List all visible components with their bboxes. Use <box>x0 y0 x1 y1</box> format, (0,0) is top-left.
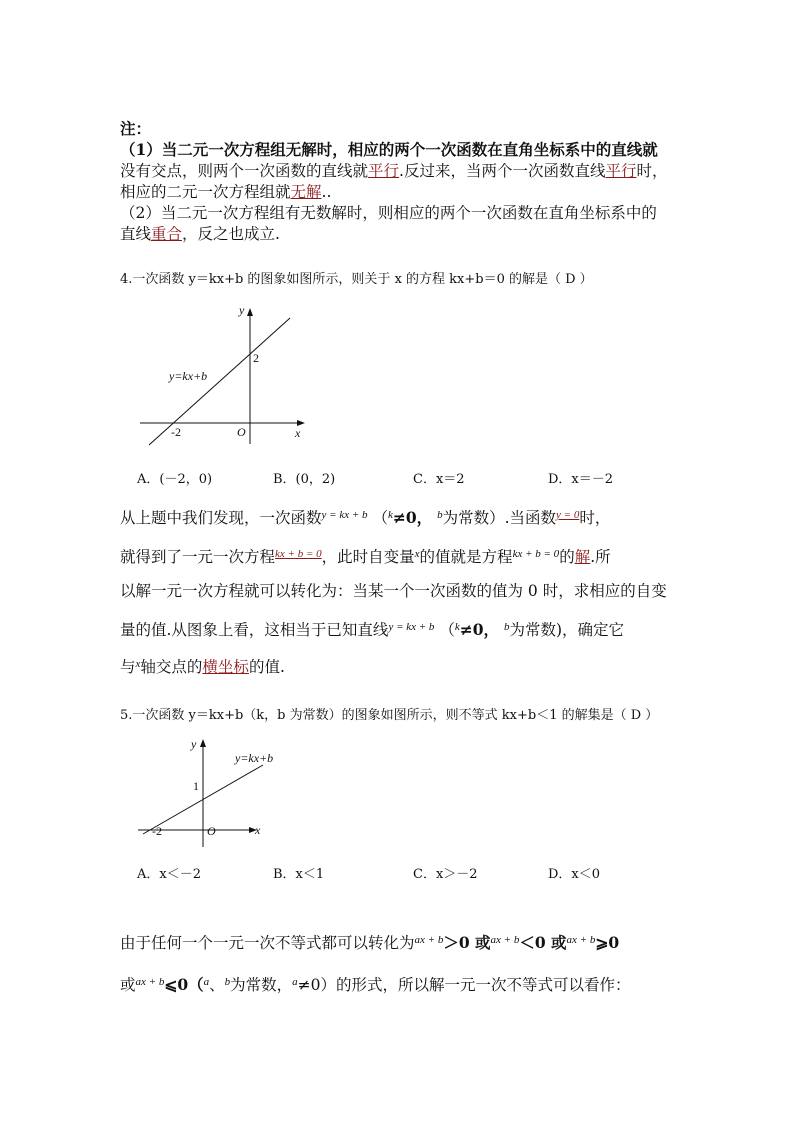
text: （ <box>439 621 455 639</box>
explain1-line1 <box>120 505 610 528</box>
q5-option-c: C．x＞－2 <box>413 867 478 882</box>
answer-equation: kx + b = 0 <box>275 548 322 560</box>
answer-coincide: 重合 <box>151 225 183 243</box>
text: ＜0 或 <box>519 933 567 952</box>
note-text: （2）当二元一次方程组有无数解时，则相应的两个一次函数在直角坐标系中的 <box>120 204 657 222</box>
answer-solution: 解 <box>574 548 591 566</box>
q4-y-arrow <box>247 308 253 316</box>
note-p1-line3 <box>120 182 331 202</box>
q5-stem: 5.一次函数 y＝kx+b（k，b 为常数）的图象如图所示，则不等式 kx+b＜1 的解集是（ D ） <box>120 708 659 723</box>
text: ≠0， <box>392 508 433 527</box>
var-b: b <box>504 621 510 633</box>
explain1-line3: 以解一元一次方程就可以转化为：当某一个一次函数的值为 0 时，求相应的自变 <box>120 582 667 600</box>
formula: kx + b = 0 <box>512 548 560 560</box>
text: 从上题中我们发现，一次函数 <box>120 509 322 527</box>
text: ，此时自变量 <box>321 548 415 566</box>
text: 的值. <box>248 658 285 676</box>
text: 或 <box>120 976 136 994</box>
text: ⩾0 <box>595 933 620 952</box>
text: 轴交点的 <box>140 658 203 676</box>
text: （ <box>372 509 388 527</box>
text: 为常数）.当函数 <box>442 509 557 527</box>
q4-option-c: C．x＝2 <box>413 472 465 487</box>
text: 时， <box>579 509 611 527</box>
text: 就得到了一元一次方程 <box>120 548 276 566</box>
q4-x-intercept-label: -2 <box>171 425 181 439</box>
answer-parallel-2: 平行 <box>605 162 637 180</box>
answer-parallel-1: 平行 <box>368 162 400 180</box>
q4-option-b: B．(0，2) <box>273 472 336 487</box>
text: .所 <box>590 548 611 566</box>
q4-stem: 4.一次函数 y＝kx+b 的图象如图所示，则关于 x 的方程 kx+b＝0 的解是（ D ） <box>120 272 593 287</box>
note-p1-line1 <box>120 140 658 160</box>
q4-option-a: A．(－2，0) <box>137 472 213 487</box>
text: 为常数)，确定它 <box>509 621 625 639</box>
var-b: b <box>224 976 231 988</box>
q5-graph <box>135 735 275 850</box>
text: 的值就是方程 <box>419 548 513 566</box>
text: ＞0 或 <box>443 933 491 952</box>
text: 为常数， <box>230 976 293 994</box>
q5-x-intercept-label: -2 <box>152 824 162 838</box>
note-p1-text-a: （1）当二元一次方程组无解时，相应的两个一次函数在直角坐标系中的直线就 <box>120 140 658 159</box>
formula: ax + b <box>566 934 596 946</box>
text: 由于任何一个一元一次不等式都可以转化为 <box>120 934 415 952</box>
explain1-line4 <box>120 617 624 640</box>
q5-origin-label: O <box>207 824 216 838</box>
formula: ax + b <box>490 934 520 946</box>
note-text: 相应的二元一次方程组就 <box>120 183 291 201</box>
note-text: ，反之也成立. <box>182 225 280 243</box>
q5-x-label: x <box>255 823 261 837</box>
note-p2-line2 <box>120 224 280 244</box>
text: 、 <box>209 976 225 994</box>
var-k: k <box>387 509 393 521</box>
note-heading: 注： <box>120 119 152 138</box>
text: 与 <box>120 658 136 676</box>
note-p1-line2 <box>120 161 668 181</box>
text: ≠0， <box>459 620 500 639</box>
var-x: x <box>414 548 420 560</box>
note-text: 直线 <box>120 225 152 243</box>
explain2-line2 <box>120 972 631 995</box>
explain1-line2 <box>120 544 611 567</box>
answer-no-solution: 无解 <box>290 183 322 201</box>
formula: ax + b <box>135 976 165 988</box>
text: 的 <box>559 548 575 566</box>
note-p2-line1 <box>120 203 657 223</box>
q4-y-intercept-label: 2 <box>253 351 259 365</box>
q4-option-d: D．x＝－2 <box>548 472 614 487</box>
q5-y-label: y <box>191 737 197 751</box>
text: ⩽0（ <box>164 975 204 994</box>
formula: y = kx + b <box>321 509 368 521</box>
q4-graph <box>135 300 315 450</box>
explain1-line5 <box>120 654 285 677</box>
note-text: .反过来，当两个一次函数直线 <box>399 162 606 180</box>
var-x: x <box>135 658 141 670</box>
var-a: a <box>292 976 298 988</box>
note-text: .. <box>321 183 332 201</box>
explain2-line1 <box>120 930 619 953</box>
q5-option-a: A．x＜－2 <box>137 867 201 882</box>
q5-line-label: y=kx+b <box>235 751 274 765</box>
q4-origin-label: O <box>237 425 246 439</box>
q5-y-intercept-label: 1 <box>193 779 199 793</box>
answer-x-coordinate: 横坐标 <box>202 658 249 676</box>
var-b: b <box>437 509 443 521</box>
text: ≠0）的形式，所以解一元一次不等式可以看作： <box>297 976 631 994</box>
text: 量的值.从图象上看，这相当于已知直线 <box>120 621 389 639</box>
note-text: 时， <box>636 162 668 180</box>
note-text: 没有交点，则两个一次函数的直线就 <box>120 162 369 180</box>
var-a: a <box>203 976 210 988</box>
var-k: k <box>454 621 460 633</box>
q5-option-d: D．x＜0 <box>548 867 601 882</box>
q4-x-label: x <box>295 426 301 440</box>
q5-y-arrow <box>200 739 206 747</box>
answer-y-equals-0: y = 0 <box>556 509 580 521</box>
formula: ax + b <box>414 934 444 946</box>
q4-y-label: y <box>239 303 245 317</box>
q5-option-b: B．x＜1 <box>273 867 325 882</box>
q4-line-label: y=kx+b <box>169 369 208 383</box>
formula: y = kx + b <box>388 621 435 633</box>
